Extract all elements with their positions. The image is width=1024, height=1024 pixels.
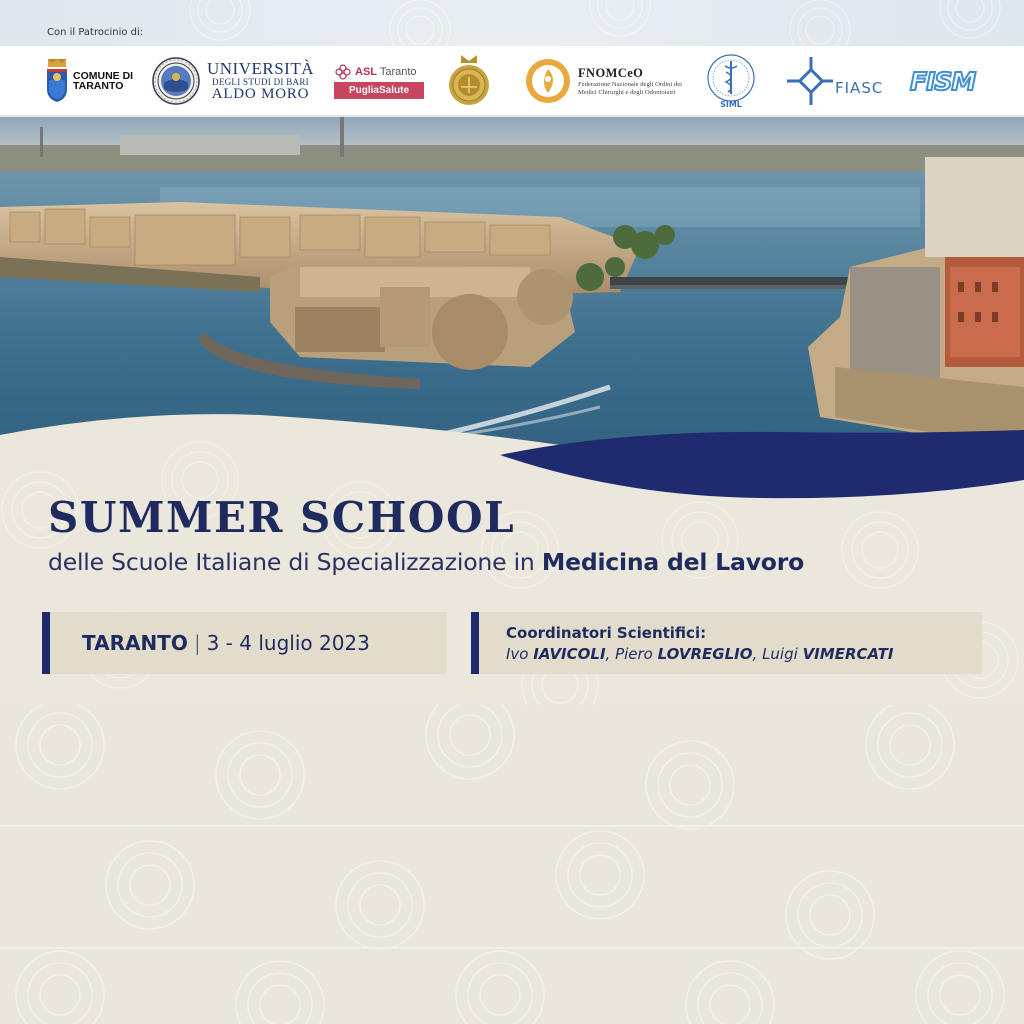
location-date-box (42, 612, 447, 674)
coordinator-last: VIMERCATI (802, 645, 894, 663)
event-subtitle (48, 548, 804, 576)
logo-strip (0, 46, 1024, 116)
medal-logo (447, 46, 491, 116)
asl-city: Taranto (379, 66, 417, 78)
coordinator-first: Piero (615, 645, 653, 663)
comune-text: COMUNE DI TARANTO (73, 70, 134, 92)
siml-caduceus-icon (706, 52, 756, 110)
coordinators-label: Coordinatori Scientifici: (506, 624, 707, 642)
fiasc-logo (785, 46, 893, 116)
subtitle-text: delle Scuole Italiane di Specializzazione in (48, 548, 542, 576)
divider (0, 947, 1024, 949)
coordinator-first: Ivo (506, 645, 529, 663)
siml-text: SIML (720, 100, 742, 109)
coordinator-last: IAVICOLI (533, 645, 606, 663)
event-title: SUMMER SCHOOL (48, 493, 516, 542)
background-pattern-area (0, 705, 1024, 1024)
asl-tagline: PugliaSalute (334, 82, 424, 99)
patronage-header (0, 0, 1024, 46)
fnomceo-description: Federazione Nazionale degli Ordini dei Medici Chirurghi e degli Odontoiatri (578, 80, 682, 96)
patronage-label: Con il Patrocinio di: (47, 27, 144, 38)
divider (0, 825, 1024, 827)
university-bari-logo (152, 46, 314, 116)
event-dates: 3 - 4 luglio 2023 (206, 631, 370, 655)
university-seal-icon (152, 57, 200, 105)
fiasc-text: FIASC (835, 79, 884, 97)
fiasc-cross-icon (785, 53, 893, 109)
university-line1: UNIVERSITÀ (207, 59, 314, 78)
event-city: TARANTO (82, 631, 188, 655)
accent-bar (471, 612, 479, 674)
fism-logo (910, 46, 975, 116)
fnomceo-emblem-icon (524, 57, 572, 105)
asl-taranto-logo (334, 46, 424, 116)
gold-medal-icon (447, 53, 491, 109)
coordinator-first: Luigi (762, 645, 798, 663)
asl-name: ASL (355, 66, 377, 78)
comune-taranto-logo (46, 46, 143, 116)
asl-flower-icon (334, 63, 352, 81)
university-line2: DEGLI STUDI DI BARI (212, 77, 309, 87)
decorative-ring-pattern (0, 705, 1024, 1024)
fism-text: FISM (910, 66, 976, 96)
fnomceo-logo (524, 46, 684, 116)
accent-bar (42, 612, 50, 674)
subtitle-discipline: Medicina del Lavoro (541, 548, 805, 576)
taranto-crest-icon (46, 59, 68, 103)
siml-logo (706, 46, 756, 116)
decorative-ring-pattern (0, 0, 1024, 46)
university-line3: ALDO MORO (211, 86, 310, 102)
coordinators-box (471, 612, 982, 674)
separator: | (193, 631, 201, 655)
fnomceo-name: FNOMCeO (578, 65, 644, 80)
coordinators-list: Ivo IAVICOLI, Piero LOVREGLIO, Luigi VIMERCATI (506, 645, 894, 663)
coordinator-last: LOVREGLIO (657, 645, 753, 663)
